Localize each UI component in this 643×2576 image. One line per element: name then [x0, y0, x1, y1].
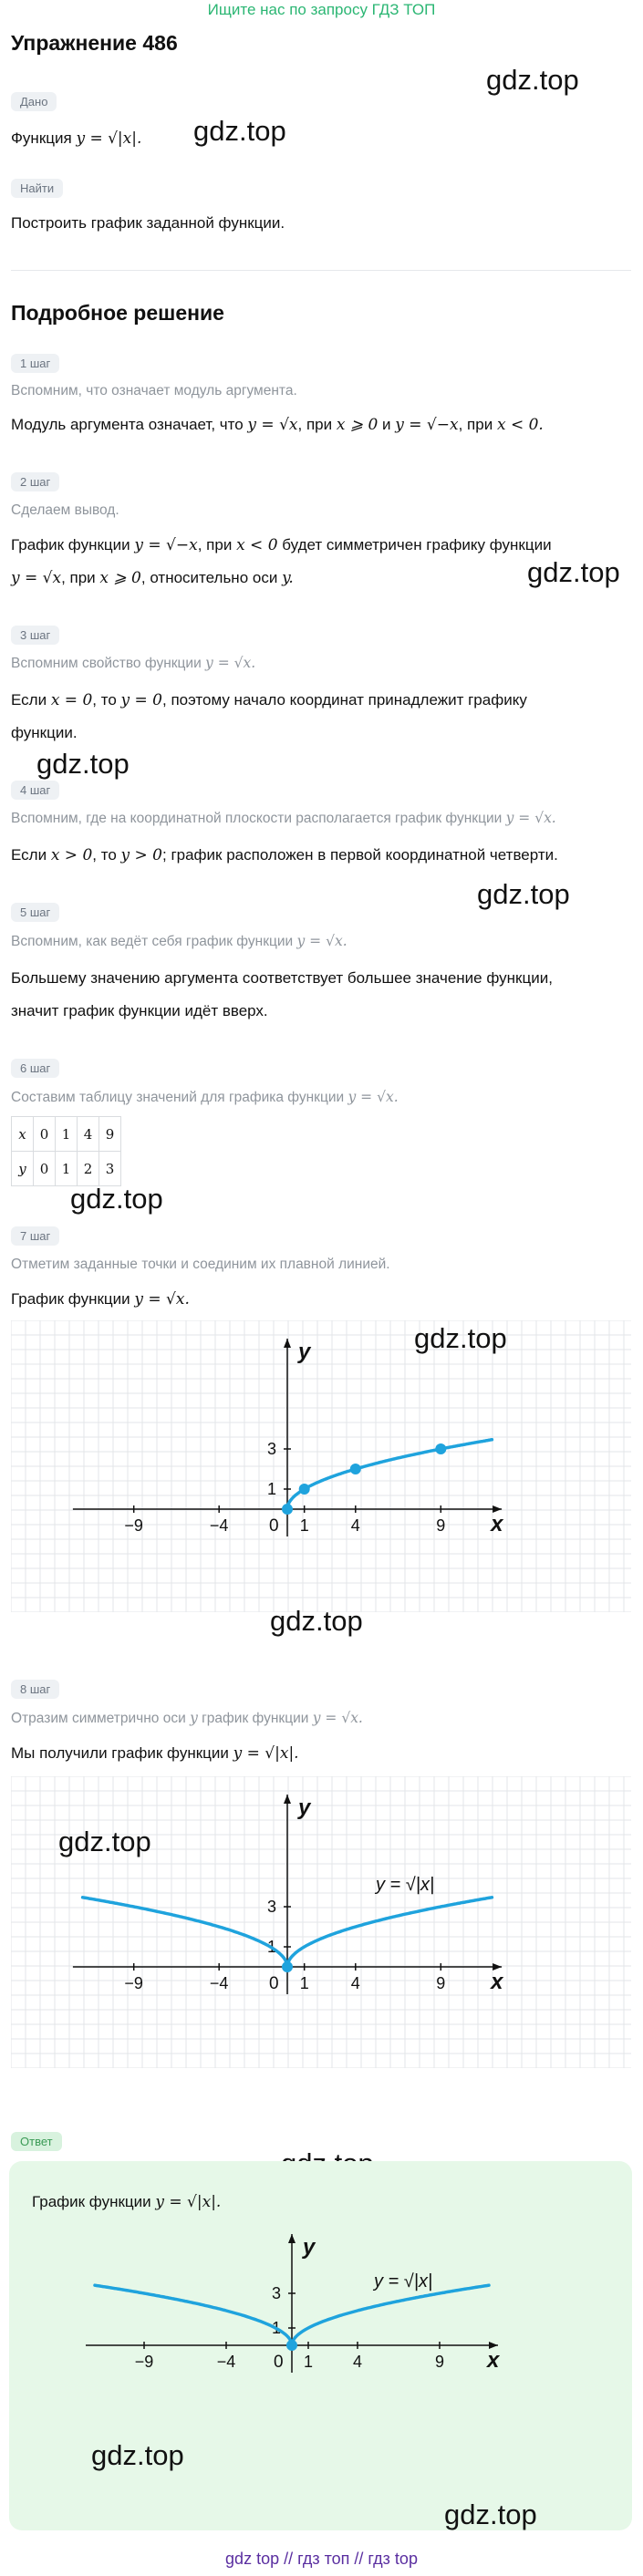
step-3-badge: 3 шаг	[11, 626, 59, 645]
top-banner: Ищите нас по запросу ГДЗ ТОП	[207, 1, 436, 18]
y-tick-label: 3	[266, 1440, 276, 1458]
y-tick-label: 3	[266, 1898, 276, 1916]
function-curve	[287, 1440, 492, 1509]
step-8-text: Мы получили график функции y = √|x|.	[11, 1744, 299, 1763]
step-2-line2: y = √x, при x ⩾ 0, относительно оси y.	[11, 569, 294, 587]
watermark: gdz.top	[91, 2439, 184, 2471]
graph-answer	[32, 2229, 607, 2412]
watermark: gdz.top	[527, 556, 620, 588]
answer-text: График функции y = √|x|.	[32, 2193, 222, 2211]
answer-badge: Ответ	[11, 2132, 62, 2151]
step-8-hint: Отразим симметрично оси y график функции y = √x.	[11, 1710, 363, 1726]
step-2-badge: 2 шаг	[11, 472, 59, 491]
x-tick-label: 4	[350, 1974, 360, 1992]
step-7-hint: Отметим заданные точки и соединим их плавной линией.	[11, 1257, 390, 1272]
y-tick-label: 1	[271, 2319, 281, 2337]
solution-title: Подробное решение	[11, 301, 224, 325]
find-text: Построить график заданной функции.	[11, 214, 285, 232]
step-7-text: График функции y = √x.	[11, 1290, 190, 1309]
values-table	[11, 1116, 121, 1186]
data-point	[350, 1464, 361, 1474]
step-1-hint: Вспомним, что означает модуль аргумента.	[11, 383, 297, 398]
origin-label: 0	[269, 1516, 279, 1536]
graph-sqrt-x	[11, 1320, 631, 1612]
table-row	[12, 1117, 121, 1152]
x-tick-label: 9	[436, 1516, 446, 1535]
y-tick-label: 1	[266, 1480, 276, 1498]
step-3-hint: Вспомним свойство функции y = √x.	[11, 655, 256, 671]
y-axis-label: y	[298, 1795, 311, 1820]
step-2-line1: График функции y = √−x, при x < 0 будет симметричен графику функции	[11, 536, 552, 554]
step-5-hint: Вспомним, как ведёт себя график функции y = √x.	[11, 933, 347, 949]
x-tick-label: 1	[303, 2353, 314, 2371]
x-tick-label: 1	[299, 1516, 309, 1535]
step-7-badge: 7 шаг	[11, 1226, 59, 1246]
x-axis-label: x	[491, 1512, 503, 1536]
watermark: gdz.top	[70, 1183, 163, 1215]
table-cell: 9	[99, 1117, 121, 1152]
step-8-badge: 8 шаг	[11, 1680, 59, 1699]
table-cell: 3	[99, 1152, 121, 1186]
y-axis-arrow	[288, 2234, 296, 2243]
step-4-text: Если x > 0, то y > 0; график расположен в первой координатной четверти.	[11, 846, 558, 864]
x-tick-label: −9	[134, 2353, 154, 2371]
x-tick-label: −9	[124, 1974, 143, 1992]
y-tick-label: 1	[266, 1938, 276, 1956]
page-title: Упражнение 486	[11, 31, 178, 55]
step-5-badge: 5 шаг	[11, 903, 59, 922]
step-2-hint: Сделаем вывод.	[11, 502, 119, 518]
x-tick-label: −4	[209, 1516, 229, 1535]
step-4-hint: Вспомним, где на координатной плоскости располагается график функции y = √x.	[11, 810, 556, 826]
table-cell: 0	[34, 1117, 56, 1152]
y-axis-arrow	[284, 1795, 291, 1804]
x-tick-label: −4	[216, 2353, 236, 2371]
x-tick-label: −9	[124, 1516, 143, 1535]
y-axis-label: y	[298, 1340, 311, 1364]
x-tick-label: −4	[209, 1974, 229, 1992]
curve-label: y = √|x|	[374, 2271, 433, 2292]
watermark: gdz.top	[58, 1826, 151, 1857]
find-badge: Найти	[11, 179, 63, 198]
x-tick-label: 1	[299, 1974, 309, 1992]
data-point	[435, 1443, 446, 1454]
table-cell: 1	[56, 1117, 78, 1152]
x-tick-label: 4	[350, 1516, 360, 1535]
y-axis-label: y	[303, 2235, 316, 2260]
x-tick-label: 9	[436, 1974, 446, 1992]
origin-label: 0	[274, 2353, 284, 2372]
data-point	[299, 1484, 310, 1495]
step-5-line2: значит график функции идёт вверх.	[11, 1002, 268, 1019]
data-point	[282, 1504, 293, 1515]
watermark: gdz.top	[486, 64, 579, 96]
table-cell: 1	[56, 1152, 78, 1186]
x-axis-label: x	[487, 2348, 500, 2373]
divider	[11, 270, 631, 271]
watermark: gdz.top	[444, 2498, 537, 2530]
x-tick-label: 9	[434, 2353, 445, 2371]
step-1-badge: 1 шаг	[11, 354, 59, 373]
table-row	[12, 1152, 121, 1186]
watermark: gdz.top	[270, 1605, 363, 1637]
step-6-hint: Составим таблицу значений для графика функции y = √x.	[11, 1089, 399, 1105]
table-cell: y	[12, 1152, 34, 1186]
x-tick-label: 4	[352, 2353, 363, 2371]
x-axis-label: x	[491, 1970, 503, 1994]
step-3-line2: функции.	[11, 724, 78, 741]
origin-label: 0	[269, 1974, 279, 1993]
footer-links[interactable]: gdz top // гдз топ // гдз top	[225, 2550, 418, 2568]
step-6-badge: 6 шаг	[11, 1059, 59, 1078]
given-badge: Дано	[11, 92, 57, 111]
watermark: gdz.top	[193, 115, 286, 147]
table-cell: 2	[78, 1152, 99, 1186]
table-cell: 4	[78, 1117, 99, 1152]
table-cell: 0	[34, 1152, 56, 1186]
step-4-badge: 4 шаг	[11, 781, 59, 800]
data-point	[286, 2340, 297, 2351]
curve-label: y = √|x|	[376, 1875, 435, 1895]
graph-sqrt-abs-x	[11, 1776, 631, 2068]
y-tick-label: 3	[271, 2284, 281, 2302]
step-5-line1: Большему значению аргумента соответствует большее значение функции,	[11, 969, 553, 987]
given-text: Функция y = √|x|.	[11, 129, 142, 148]
step-1-text: Модуль аргумента означает, что y = √x, при x ⩾ 0 и y = √−x, при x < 0.	[11, 416, 544, 434]
step-3-line1: Если x = 0, то y = 0, поэтому начало координат принадлежит графику	[11, 691, 527, 709]
watermark: gdz.top	[414, 1322, 507, 1354]
watermark: gdz.top	[36, 748, 130, 780]
watermark: gdz.top	[477, 878, 570, 910]
data-point	[282, 1961, 293, 1972]
table-cell: x	[12, 1117, 34, 1152]
y-axis-arrow	[284, 1339, 291, 1348]
